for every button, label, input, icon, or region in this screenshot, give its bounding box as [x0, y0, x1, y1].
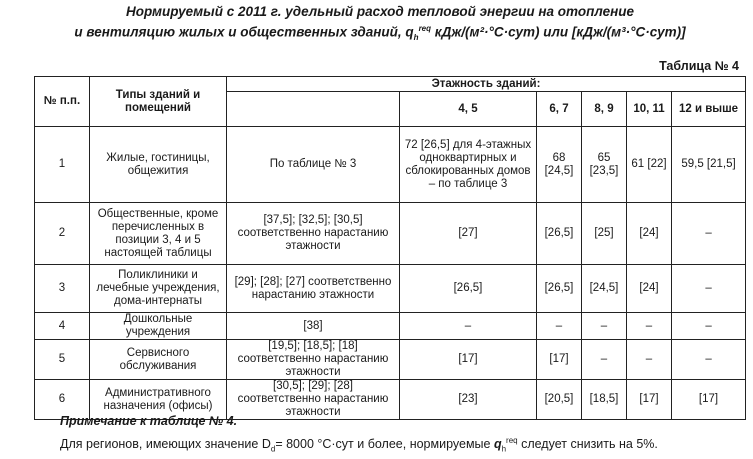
header-type: Типы зданий и помещений — [90, 77, 227, 127]
header-col: 10, 11 — [627, 92, 672, 127]
title-units: кДж/(м²·°С·сут) или [кДж/(м³·°С·сут)] — [431, 24, 686, 40]
cell: [27] — [400, 203, 537, 265]
cell: – — [672, 265, 746, 313]
cell-num: 2 — [35, 203, 90, 265]
title-sub: h — [413, 33, 419, 43]
cell: [25] — [582, 203, 627, 265]
cell: [18,5] — [582, 380, 627, 420]
cell: [20,5] — [537, 380, 582, 420]
page-title — [60, 3, 700, 46]
cell: [24] — [627, 203, 672, 265]
table-row — [35, 203, 746, 265]
cell-type: Дошкольные учреждения — [90, 313, 227, 340]
cell-num: 6 — [35, 380, 90, 420]
cell: – — [582, 340, 627, 380]
cell: – — [627, 313, 672, 340]
cell: [24] — [627, 265, 672, 313]
cell: 72 [26,5] для 4-этажных одноквартирных и сблокированных домов – по таблице 3 — [400, 127, 537, 203]
cell-type: Сервисного обслуживания — [90, 340, 227, 380]
cell: [26,5] — [400, 265, 537, 313]
cell-type: Жилые, гостиницы, общежития — [90, 127, 227, 203]
note-q-sup: req — [506, 436, 518, 445]
table-row — [35, 313, 746, 340]
cell: 65 [23,5] — [582, 127, 627, 203]
cell: [17] — [627, 380, 672, 420]
cell: 68 [24,5] — [537, 127, 582, 203]
cell: [17] — [672, 380, 746, 420]
table-label: Таблица № 4 — [659, 59, 739, 73]
cell-num: 5 — [35, 340, 90, 380]
header-col: 6, 7 — [537, 92, 582, 127]
cell: – — [400, 313, 537, 340]
note-text-pre: Для регионов, имеющих значение D — [60, 437, 271, 452]
cell: [29]; [28]; [27] соответственно нарастанию этажности — [227, 265, 400, 313]
header-num: № п.п. — [35, 77, 90, 127]
table-note — [60, 412, 658, 459]
cell: [24,5] — [582, 265, 627, 313]
title-text: и вентиляцию жилых и общественных зданий, q — [74, 24, 414, 40]
title-line-2 — [60, 20, 700, 46]
cell: [26,5] — [537, 265, 582, 313]
header-floors: Этажность зданий: — [227, 77, 746, 92]
cell: [38] — [227, 313, 400, 340]
cell: [30,5]; [29]; [28] соответственно нарастанию этажности — [227, 380, 400, 420]
cell-num: 4 — [35, 313, 90, 340]
note-q-sub: h — [501, 444, 507, 454]
note-sub: d — [270, 444, 276, 454]
header-col — [227, 92, 400, 127]
note-text — [60, 436, 658, 454]
cell: – — [672, 203, 746, 265]
cell-type: Общественные, кроме перечисленных в позиции 3, 4 и 5 настоящей таблицы — [90, 203, 227, 265]
cell: – — [627, 340, 672, 380]
cell: – — [672, 313, 746, 340]
table-row — [35, 340, 746, 380]
header-col: 8, 9 — [582, 92, 627, 127]
cell: 59,5 [21,5] — [672, 127, 746, 203]
norms-table — [34, 76, 746, 420]
cell: – — [582, 313, 627, 340]
note-text-mid: = 8000 °С·сут и более, нормируемые — [275, 437, 494, 452]
cell: [19,5]; [18,5]; [18] соответственно нарастанию этажности — [227, 340, 400, 380]
cell: – — [537, 313, 582, 340]
title-sup: req — [418, 24, 432, 33]
table-row — [35, 127, 746, 203]
header-col: 12 и выше — [672, 92, 746, 127]
title-line-1: Нормируемый с 2011 г. удельный расход тепловой энергии на отопление — [125, 4, 635, 19]
table-row — [35, 265, 746, 313]
cell: – — [672, 340, 746, 380]
cell: [17] — [400, 340, 537, 380]
note-heading: Примечание к таблице № 4. — [60, 414, 238, 428]
cell: [23] — [400, 380, 537, 420]
cell: [37,5]; [32,5]; [30,5] соответственно нарастанию этажности — [227, 203, 400, 265]
note-q: q — [493, 437, 502, 452]
cell-num: 1 — [35, 127, 90, 203]
cell-type: Поликлиники и лечебные учреждения, дома-интернаты — [90, 265, 227, 313]
cell: [26,5] — [537, 203, 582, 265]
cell: 61 [22] — [627, 127, 672, 203]
header-col: 4, 5 — [400, 92, 537, 127]
cell-type: Административного назначения (офисы) — [90, 380, 227, 420]
cell: По таблице № 3 — [227, 127, 400, 203]
cell: [17] — [537, 340, 582, 380]
cell-num: 3 — [35, 265, 90, 313]
note-text-post: следует снизить на 5%. — [517, 437, 658, 452]
